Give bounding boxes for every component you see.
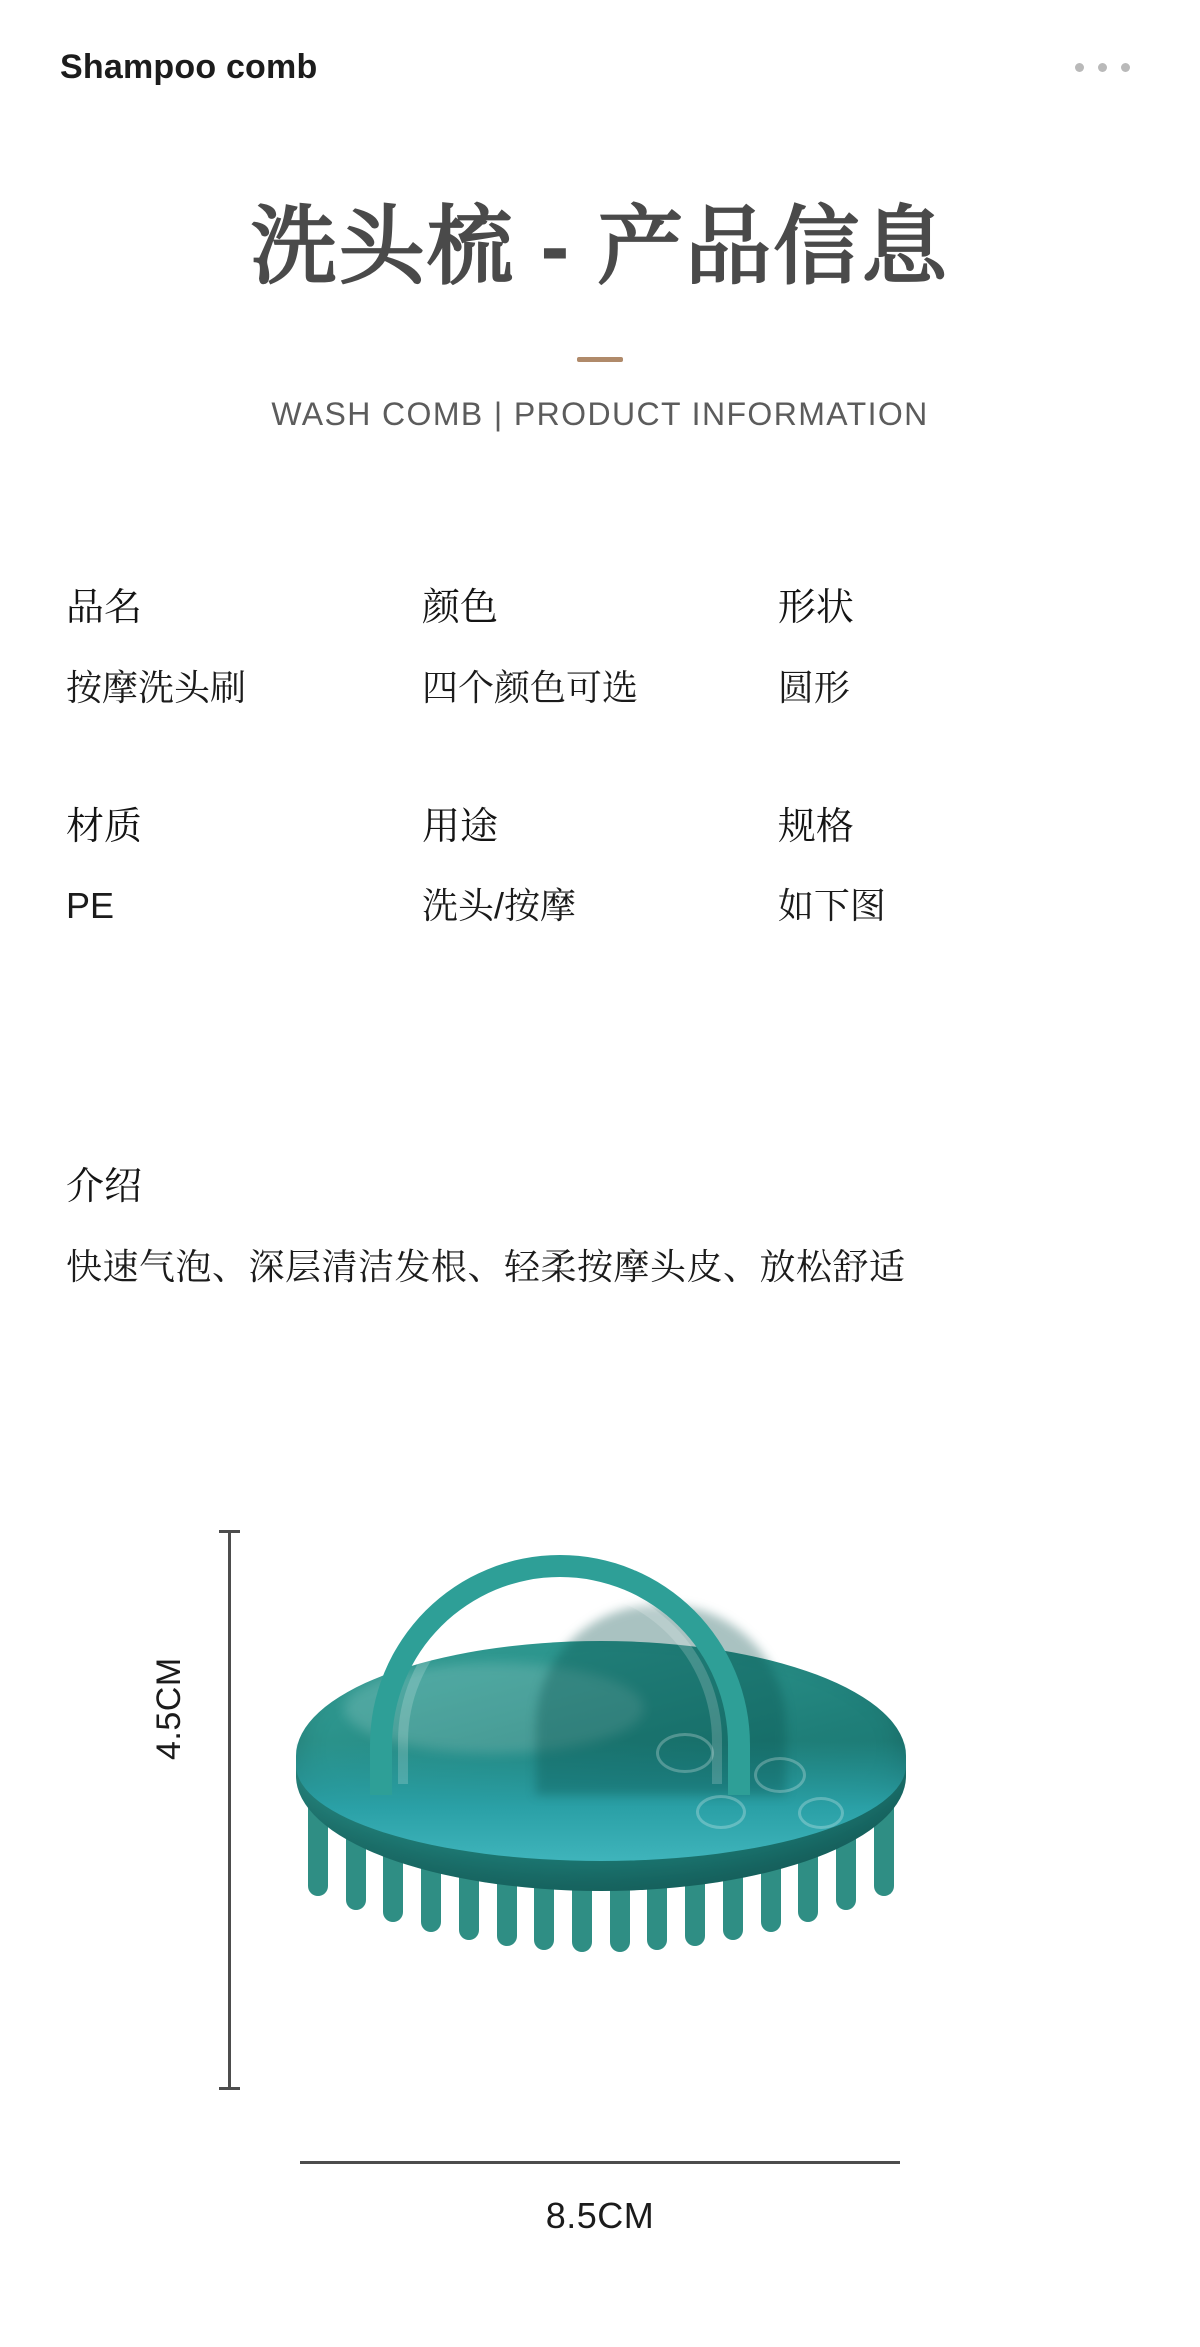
spec-label: 用途 — [421, 805, 498, 848]
spec-label: 颜色 — [421, 587, 498, 629]
spec-cell-name — [66, 586, 422, 709]
spec-row — [66, 586, 1134, 709]
more-dot-3 — [1121, 63, 1130, 72]
more-dots-icon[interactable] — [1075, 63, 1140, 72]
spec-label: 材质 — [66, 805, 143, 848]
spec-cell-material — [66, 805, 422, 928]
intro-label: 介绍 — [66, 1166, 143, 1208]
spec-cell-shape — [778, 586, 1134, 709]
sub-heading: WASH COMB | PRODUCT INFORMATION — [271, 395, 929, 432]
brush-emboss-icon — [754, 1757, 806, 1793]
more-dot-2 — [1098, 63, 1107, 72]
title-block — [0, 200, 1200, 433]
spec-value: 圆形 — [777, 666, 850, 708]
brush-handle-logo-icon — [486, 1601, 556, 1633]
title-divider — [577, 357, 623, 362]
brush-emboss-icon — [696, 1795, 746, 1829]
spec-cell-color — [422, 586, 778, 709]
spec-label: 品名 — [66, 587, 143, 629]
height-dimension-label: 4.5CM — [150, 1657, 188, 1760]
height-dimension-line — [228, 1530, 231, 2090]
spec-row — [66, 805, 1134, 928]
spec-value: PE — [66, 885, 115, 927]
main-heading: 洗头梳 - 产品信息 — [250, 199, 950, 295]
product-image-shampoo-brush — [286, 1545, 916, 2075]
spec-cell-usage — [422, 805, 778, 928]
brush-emboss-icon — [656, 1733, 714, 1773]
brush-emboss-icon — [798, 1797, 844, 1829]
spec-value: 按摩洗头刷 — [66, 666, 247, 708]
spec-value: 如下图 — [777, 885, 886, 927]
page-title: Shampoo comb — [60, 48, 318, 86]
width-dimension-line — [300, 2161, 900, 2164]
spec-value: 四个颜色可选 — [421, 666, 638, 708]
spec-cell-size — [778, 805, 1134, 928]
page-bottom-spacer — [0, 2287, 1200, 2347]
more-dot-1 — [1075, 63, 1084, 72]
spec-label: 规格 — [777, 805, 854, 848]
page-header — [0, 0, 1200, 135]
spec-label: 形状 — [777, 587, 854, 629]
intro-text: 快速气泡、深层清洁发根、轻柔按摩头皮、放松舒适 — [66, 1246, 906, 1287]
spec-value: 洗头/按摩 — [421, 885, 576, 927]
intro-block — [66, 1155, 1156, 1289]
product-figure — [0, 1505, 1200, 2265]
width-dimension-label: 8.5CM — [545, 2195, 655, 2236]
spec-grid — [66, 586, 1134, 928]
